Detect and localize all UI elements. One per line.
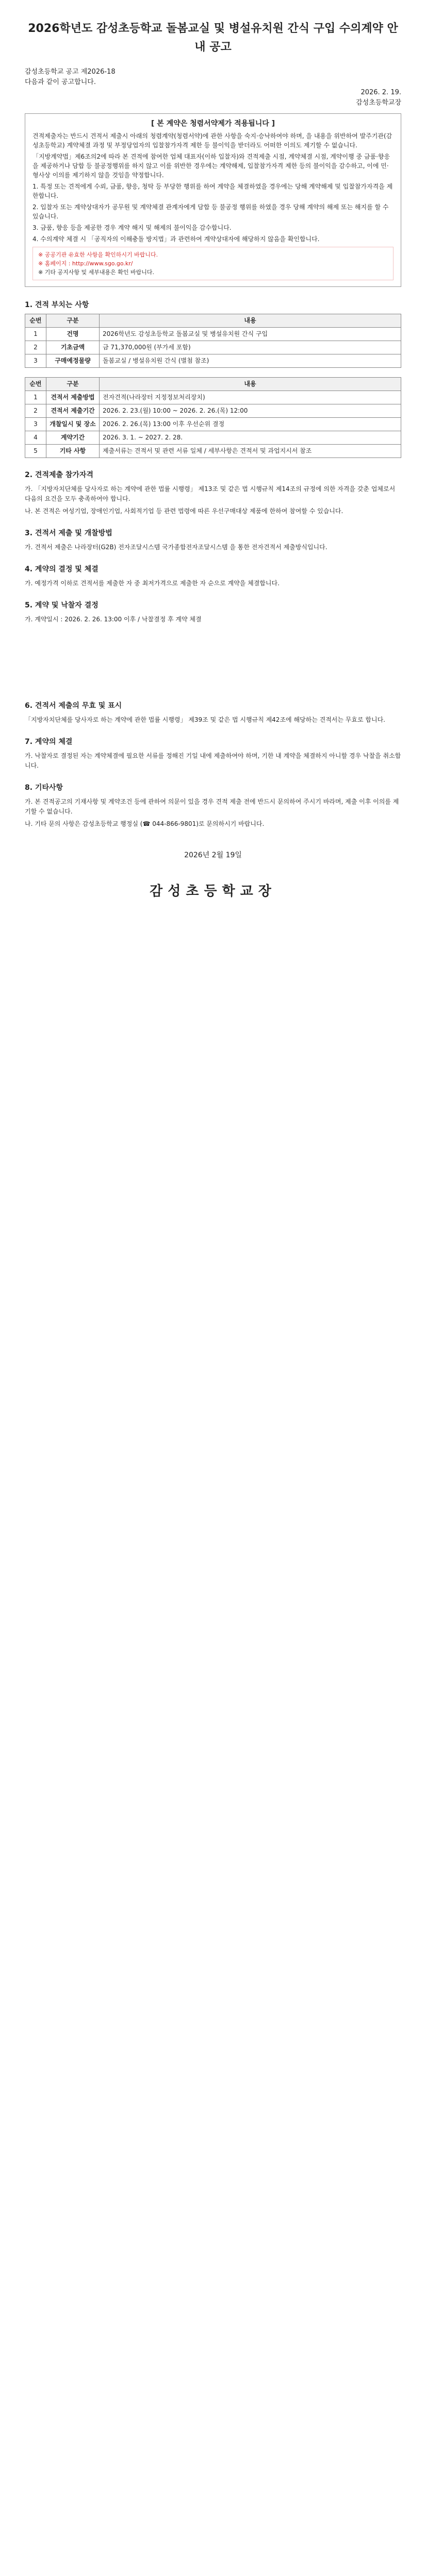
integrity-item-1: 1. 특정 또는 견적에게 수뢰, 금품, 향응, 청탁 등 부당한 행위를 하여 계약을 체결하였을 경우에는 당해 계약해제 및 입찰참가자격을 제한합니다. [32,183,393,199]
section-5-para: 가. 계약일시 : 2026. 2. 26. 13:00 이후 / 낙찰결정 후 계약 체결 [25,616,202,623]
table-header: 내용 [100,314,401,328]
row-number: 1 [25,328,46,341]
section-3-title: 3. 견적서 제출 및 개찰방법 [25,529,112,537]
row-label: 기초금액 [46,341,100,354]
row-number: 2 [25,341,46,354]
table-row [25,431,401,445]
footer-org: 감성초등학교장 [150,884,276,899]
integrity-notice-title: [ 본 계약은 청렴서약제가 적용됩니다 ] [151,120,275,128]
row-value: 금 71,370,000원 (부가세 포함) [100,341,401,354]
table-row [25,445,401,458]
table-header: 구분 [46,378,100,391]
row-label: 견적서 제출방법 [46,391,100,404]
row-label: 건명 [46,328,100,341]
table-header: 구분 [46,314,100,328]
row-value: 제출서류는 견적서 및 관련 서류 일체 / 세부사항은 견적서 및 과업지시서 참조 [100,445,401,458]
table-row [25,404,401,418]
row-number: 2 [25,404,46,418]
highlight-line-2: ※ 홈페이지 : http://www.sgo.go.kr/ [38,260,133,267]
row-label: 견적서 제출기간 [46,404,100,418]
section-8-title: 8. 기타사항 [25,784,63,792]
row-value: 2026. 2. 26.(목) 13:00 이후 우선순위 결정 [100,418,401,431]
section-2-title: 2. 견적제출 참가자격 [25,471,93,479]
table-row [25,354,401,368]
notice-org: 감성초등학교장 [356,99,401,107]
row-value: 돌봄교실 / 병설유치원 간식 (별첨 참조) [100,354,401,368]
page-title: 2026학년도 감성초등학교 돌봄교실 및 병설유치원 간식 구입 수의계약 안내 공고 [28,22,398,54]
spacer [25,627,401,689]
row-label: 계약기간 [46,431,100,445]
notice-number: 감성초등학교 공고 제2026-18 [25,68,116,76]
integrity-item-3: 3. 금품, 향응 등을 제공한 경우 계약 해지 및 해제의 불이익을 감수합니다. [32,224,232,231]
section-6-title: 6. 견적서 제출의 무효 및 표시 [25,702,122,710]
body-sections [25,470,401,829]
integrity-paragraph-1: 견적제출자는 반드시 견적서 제출시 아래의 청렴계약(청렴서약)에 관한 사항을 숙지·승낙하여야 하며, 을 내용을 위반하여 발주기관(감성초등학교) 계약체결 과정 및 부정당업자의 입찰참가자격 제한 등 불이익을 받더라도 어떠한 이의도 제기할 수 없습니다. [32,132,392,149]
row-value: 전자견적(나라장터 지정정보처리장치) [100,391,401,404]
row-value: 2026. 2. 23.(월) 10:00 ~ 2026. 2. 26.(목) 12:00 [100,404,401,418]
footer-date: 2026년 2월 19일 [184,851,242,859]
row-number: 4 [25,431,46,445]
notice-header [25,67,401,88]
notice-intro: 다음과 같이 공고합니다. [25,78,96,86]
notice-date: 2026. 2. 19. [361,89,401,96]
section-8-para-2: 나. 기타 문의 사항은 감성초등학교 행정실 (☎ 044-866-9801)로 문의하시기 바랍니다. [25,820,265,827]
section-8-para-1: 가. 본 견적공고의 기재사항 및 계약조건 등에 관하여 의문이 있을 경우 견적 제출 전에 반드시 문의하여 주시기 바라며, 제출 이후 이의를 제기할 수 없습니다. [25,798,399,815]
table-header: 순번 [25,314,46,328]
bid-schedule-table [25,377,401,458]
section-1-title: 1. 견적 부치는 사항 [25,301,89,309]
bid-overview-table [25,314,401,368]
row-value: 2026학년도 감성초등학교 돌봄교실 및 병설유치원 간식 구입 [100,328,401,341]
row-label: 기타 사항 [46,445,100,458]
table-row [25,418,401,431]
integrity-item-2: 2. 입찰자 또는 계약상대자가 공무원 및 계약체결 관계자에게 담합 등 불공정 행위를 하였을 경우 당해 계약의 해제 또는 해지를 할 수 있습니다. [32,204,389,220]
table-header: 내용 [100,378,401,391]
section-4-title: 4. 계약의 결정 및 체결 [25,565,99,573]
section-7-para: 가. 낙찰자로 결정된 자는 계약체결에 필요한 서류를 정해진 기일 내에 제출하여야 하며, 기한 내 계약을 체결하지 아니할 경우 낙찰을 취소합니다. [25,752,401,769]
section-2-para-1: 가. 「지방자치단체를 당사자로 하는 계약에 관한 법률 시행령」 제13조 및 같은 법 시행규칙 제14조의 규정에 의한 자격을 갖춘 업체로서 다음의 요건을 모두 충족하여야 합니다. [25,485,396,502]
row-number: 3 [25,354,46,368]
section-5-title: 5. 계약 및 낙찰자 결정 [25,601,99,609]
section-7-title: 7. 계약의 체결 [25,738,73,746]
section-6-para: 「지방자치단체를 당사자로 하는 계약에 관한 법률 시행령」 제39조 및 같은 법 시행규칙 제42조에 해당하는 견적서는 무효로 합니다. [25,716,385,723]
row-number: 1 [25,391,46,404]
integrity-notice-box [25,113,401,287]
row-label: 개찰일시 및 장소 [46,418,100,431]
table-header-row [25,378,401,391]
row-label: 구매예정물량 [46,354,100,368]
table-header-row [25,314,401,328]
section-3-para: 가. 견적서 제출은 나라장터(G2B) 전자조달시스템 국가종합전자조달시스템 을 통한 전자견적서 제출방식입니다. [25,544,327,551]
highlight-line-3: ※ 기타 공지사항 및 세부내용은 확인 바랍니다. [38,269,154,276]
row-value: 2026. 3. 1. ~ 2027. 2. 28. [100,431,401,445]
integrity-paragraph-2: 「지방계약법」제6조의2에 따라 본 견적에 참여한 업체 대표자(이하 입찰자)와 견적제출 시점, 계약체결 시점, 계약이행 중 금품·향응을 제공하거나 담합 등 불공정행위를 하지 않고 이를 위반한 경우에는 계약해제, 입찰참가자격 제한 등의 불이익을 감수하고, 이에 민·형사상 이의를 제기하지 않을 것임을 약정합니다. [32,153,390,179]
integrity-highlight [32,247,394,280]
section-4-para: 가. 예정가격 이하로 견적서를 제출한 자 중 최저가격으로 제출한 자 순으로 계약을 체결합니다. [25,580,280,587]
table-header: 순번 [25,378,46,391]
row-number: 3 [25,418,46,431]
row-number: 5 [25,445,46,458]
highlight-line-1: ※ 공공기관 유효한 사항을 확인하시기 바랍니다. [38,251,158,258]
table-row [25,391,401,404]
section-2-para-2: 나. 본 견적은 여성기업, 장애인기업, 사회적기업 등 관련 법령에 따른 우선구매대상 제품에 한하여 참여할 수 있습니다. [25,507,343,515]
table-row [25,341,401,354]
integrity-item-4: 4. 수의계약 체결 시 「공직자의 이해충돌 방지법」과 관련하여 계약상대자에 해당하지 않음을 확인합니다. [32,235,320,243]
table-row [25,328,401,341]
